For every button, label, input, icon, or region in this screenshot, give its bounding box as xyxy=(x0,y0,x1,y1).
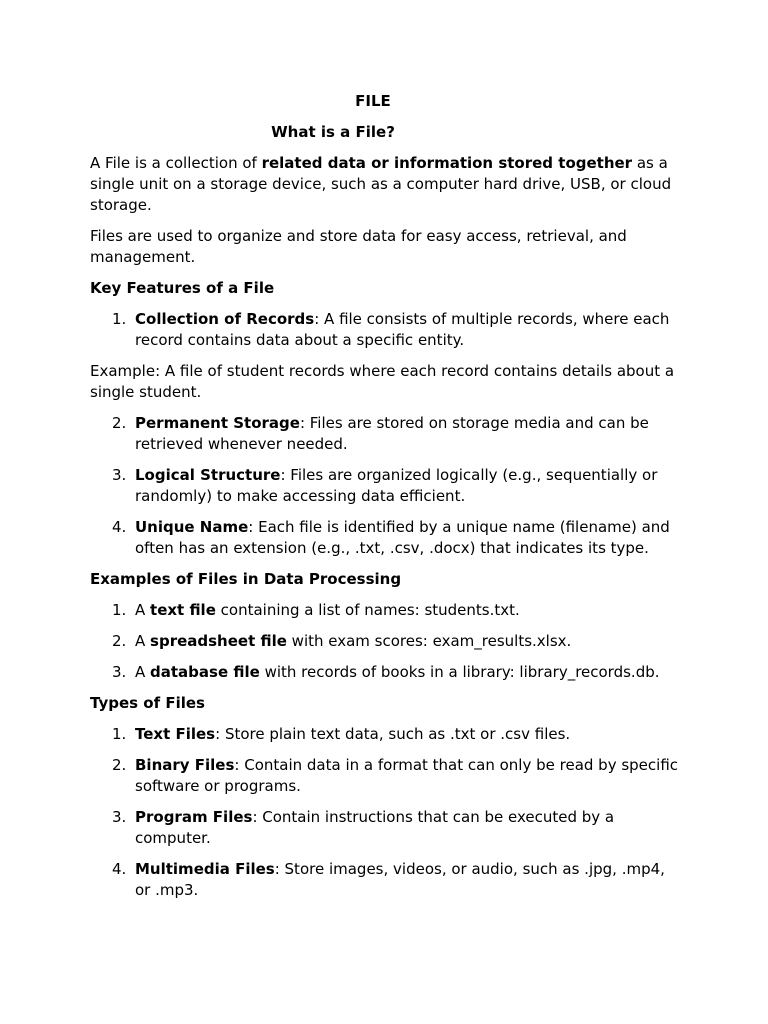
list-number: 3. xyxy=(112,466,127,484)
list-number: 4. xyxy=(112,518,127,536)
list-item-term: Binary Files xyxy=(135,756,235,774)
list-item-text: with records of books in a library: library_records.db. xyxy=(259,663,660,681)
list-number: 3. xyxy=(112,808,127,826)
list-item xyxy=(90,517,680,559)
list-number: 3. xyxy=(112,663,127,681)
key-features-list-continued xyxy=(90,413,680,559)
document-title: FILE xyxy=(355,92,391,110)
list-item xyxy=(90,807,680,849)
list-item xyxy=(90,413,680,455)
list-number: 1. xyxy=(112,725,127,743)
examples-heading: Examples of Files in Data Processing xyxy=(90,570,402,588)
list-item-text: : Store images, videos, or audio, such as .jpg, .mp4, or .mp3. xyxy=(135,860,665,899)
list-item-text: : Store plain text data, such as .txt or .csv files. xyxy=(215,725,571,743)
list-item-text: : Contain data in a format that can only be read by specific software or programs. xyxy=(135,756,679,795)
list-item-text: : Contain instructions that can be executed by a computer. xyxy=(135,808,615,847)
list-item xyxy=(90,600,680,621)
key-features-heading: Key Features of a File xyxy=(90,279,275,297)
types-heading: Types of Files xyxy=(90,694,205,712)
list-item-term: spreadsheet file xyxy=(150,632,287,650)
list-item xyxy=(90,309,680,351)
list-number: 2. xyxy=(112,756,127,774)
list-item-text: containing a list of names: students.txt. xyxy=(215,601,520,619)
list-number: 2. xyxy=(112,414,127,432)
list-item-text: : Each file is identified by a unique name (filename) and often has an extension (e.g., .txt, .csv, .docx) that indicates its type. xyxy=(135,518,670,557)
list-item-term: Text Files xyxy=(135,725,216,743)
example-paragraph: Example: A file of student records where each record contains details about a single student. xyxy=(90,362,675,401)
list-item xyxy=(90,724,680,745)
list-item xyxy=(90,662,680,683)
list-item xyxy=(90,755,680,797)
intro-paragraph xyxy=(90,153,680,216)
list-number: 4. xyxy=(112,860,127,878)
list-number: 2. xyxy=(112,632,127,650)
list-item xyxy=(90,859,680,901)
types-list xyxy=(90,724,680,901)
intro-text-bold: related data or information stored together xyxy=(261,154,633,172)
purpose-paragraph: Files are used to organize and store data for easy access, retrieval, and management. xyxy=(90,227,627,266)
list-number: 1. xyxy=(112,601,127,619)
list-item-term: Unique Name xyxy=(135,518,249,536)
list-number: 1. xyxy=(112,310,127,328)
list-item-prefix: A xyxy=(135,663,151,681)
intro-text-pre: A File is a collection of xyxy=(90,154,262,172)
document-subtitle: What is a File? xyxy=(271,123,395,141)
document-body xyxy=(90,91,680,911)
list-item-text: with exam scores: exam_results.xlsx. xyxy=(286,632,572,650)
list-item-text: : A file consists of multiple records, where each record contains data about a specific entity. xyxy=(135,310,670,349)
intro-text-post: as a single unit on a storage device, such as a computer hard drive, USB, or cloud storage. xyxy=(90,154,672,214)
list-item-term: database file xyxy=(150,663,260,681)
list-item xyxy=(90,631,680,652)
list-item-term: Program Files xyxy=(135,808,253,826)
list-item-text: : Files are stored on storage media and can be retrieved whenever needed. xyxy=(135,414,649,453)
examples-list xyxy=(90,600,680,683)
list-item-prefix: A xyxy=(135,632,151,650)
list-item-term: text file xyxy=(150,601,216,619)
list-item-text: : Files are organized logically (e.g., sequentially or randomly) to make accessing data efficient. xyxy=(135,466,658,505)
list-item xyxy=(90,465,680,507)
list-item-term: Permanent Storage xyxy=(135,414,300,432)
list-item-prefix: A xyxy=(135,601,151,619)
list-item-term: Multimedia Files xyxy=(135,860,275,878)
list-item-term: Logical Structure xyxy=(135,466,281,484)
key-features-list-start xyxy=(90,309,680,351)
list-item-term: Collection of Records xyxy=(135,310,315,328)
